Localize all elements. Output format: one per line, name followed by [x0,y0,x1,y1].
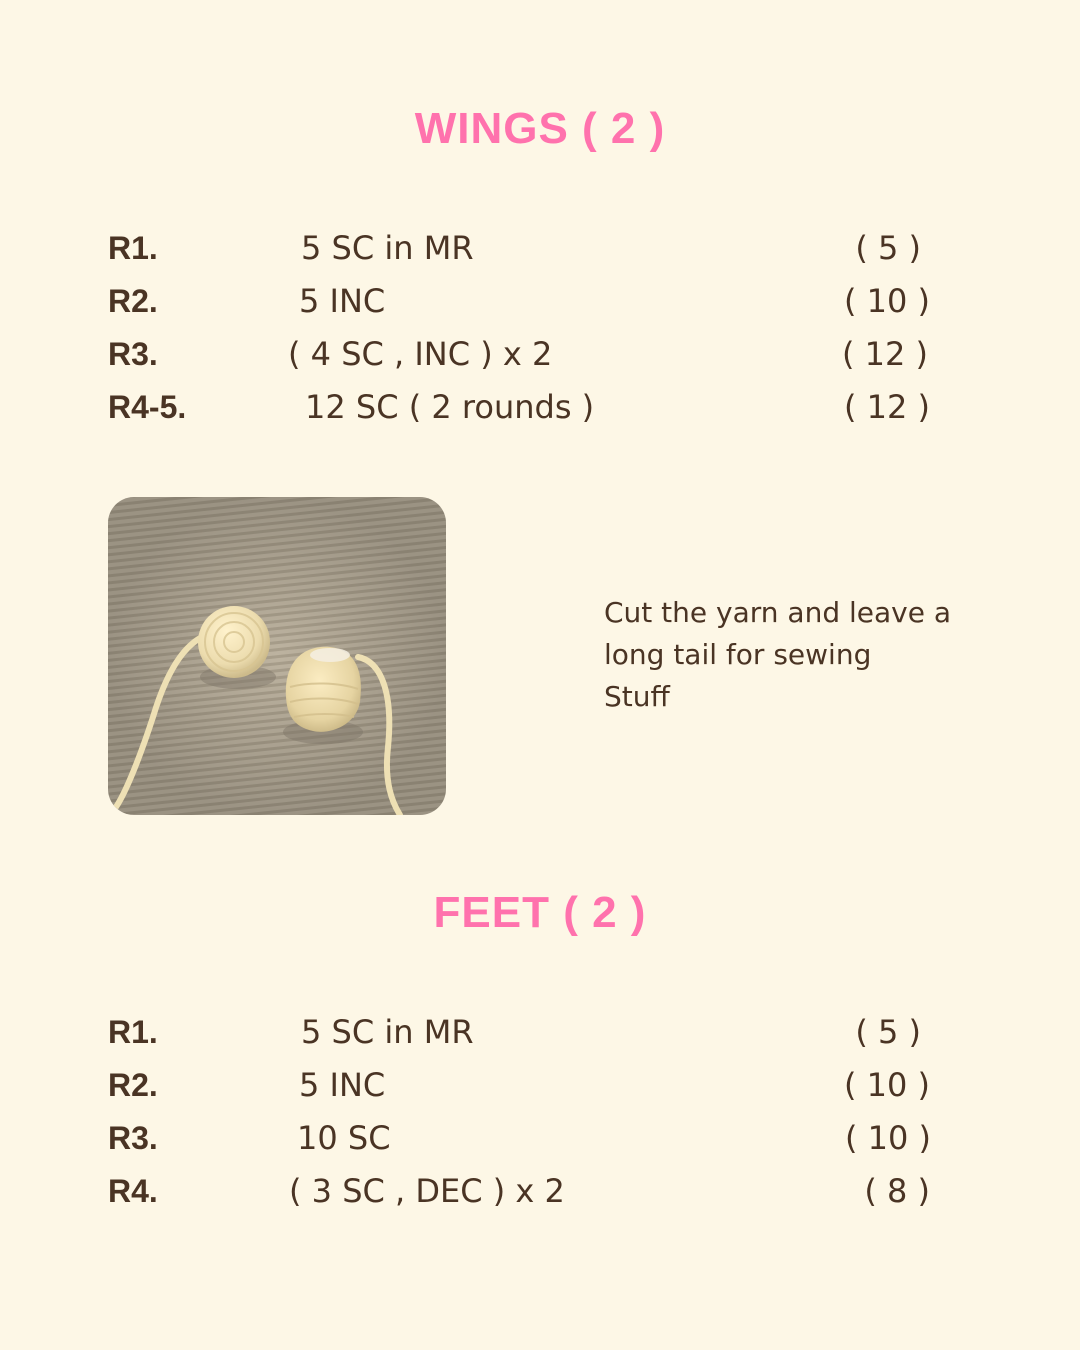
wings-rows [108,222,938,434]
stitch-count: ( 10 ) [843,1066,930,1104]
note-line: Cut the yarn and leave a [604,596,952,629]
round-instruction: 5 SC in MR [301,1013,474,1051]
table-row [108,328,938,381]
feet-title [0,888,1080,938]
round-number: R3. [108,336,158,372]
round-instruction: 5 INC [299,1066,386,1104]
round-number: R1. [108,230,158,266]
round-instruction: ( 4 SC , INC ) x 2 [288,335,553,373]
feet-count-label: ( 2 ) [563,888,647,937]
round-instruction: 5 INC [299,282,386,320]
round-number: R1. [108,1014,158,1050]
note-line: Stuff [604,680,670,713]
table-row [108,1059,938,1112]
table-row [108,1165,938,1218]
stitch-count: ( 12 ) [843,388,930,426]
table-row [108,275,938,328]
wings-title [0,104,1080,154]
round-number: R2. [108,283,158,319]
wings-title-text: WINGS [414,104,569,153]
table-row [108,381,938,434]
round-number: R4. [108,1173,158,1209]
feet-title-text: FEET [433,888,550,937]
instruction-note [604,592,1004,718]
stitch-count: ( 5 ) [855,1013,921,1051]
round-instruction: 12 SC ( 2 rounds ) [305,388,595,426]
round-number: R3. [108,1120,158,1156]
note-line: long tail for sewing [604,638,872,671]
table-row [108,1006,938,1059]
round-instruction: ( 3 SC , DEC ) x 2 [289,1172,565,1210]
stitch-count: ( 5 ) [855,229,921,267]
wings-count-label: ( 2 ) [582,104,666,153]
stitch-count: ( 12 ) [841,335,928,373]
stitch-count: ( 10 ) [843,282,930,320]
round-instruction: 10 SC [297,1119,391,1157]
round-number: R2. [108,1067,158,1103]
table-row [108,222,938,275]
round-instruction: 5 SC in MR [301,229,474,267]
stitch-count: ( 8 ) [864,1172,930,1210]
feet-rows [108,1006,938,1218]
stitch-count: ( 10 ) [844,1119,931,1157]
wing-pieces-photo [108,497,446,815]
table-row [108,1112,938,1165]
round-number: R4-5. [108,389,187,425]
